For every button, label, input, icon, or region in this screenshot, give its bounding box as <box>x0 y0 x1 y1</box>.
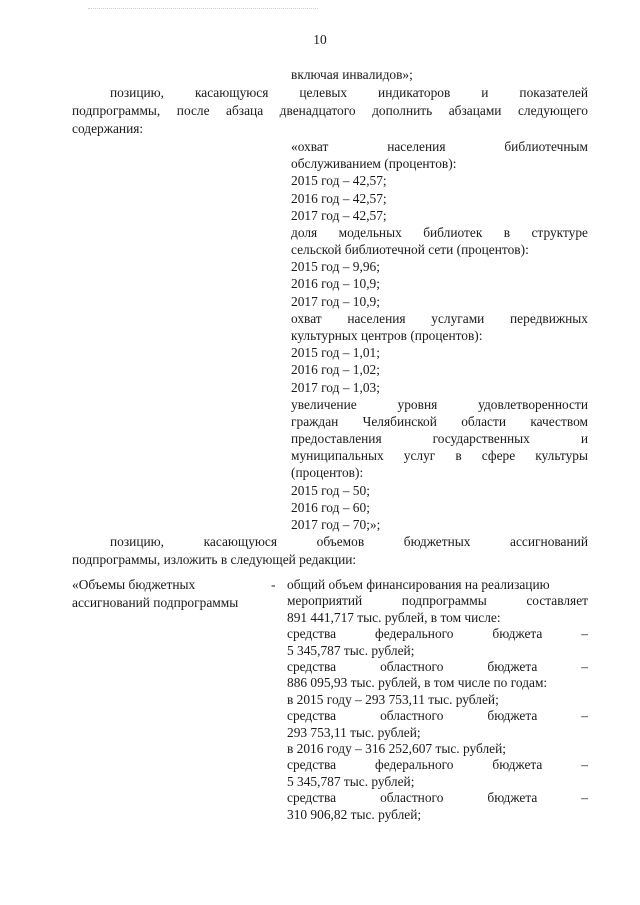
table-right-line-14: 310 906,82 тыс. рублей; <box>287 806 422 822</box>
indicator-line-11: культурных центров (процентов): <box>291 327 483 343</box>
table-left-line-2: ассигнований подпрограммы <box>72 595 239 610</box>
indicator-line-9: 2017 год – 10,9; <box>291 293 380 309</box>
table-right-line-8: средства областного бюджета – <box>287 708 588 724</box>
table-right-line-4: 5 345,787 тыс. рублей; <box>287 642 415 658</box>
indicator-line-16: граждан Челябинской области качеством <box>291 413 588 429</box>
table-right-line-10: в 2016 году – 316 252,607 тыс. рублей; <box>287 741 506 756</box>
indicator-line-18: муниципальных услуг в сфере культуры <box>291 448 588 464</box>
table-right-line-3: средства федерального бюджета – <box>287 626 588 642</box>
table-right-line-1: мероприятий подпрограммы составляет <box>287 593 588 609</box>
indicator-line-3: 2016 год – 42,57; <box>291 190 387 206</box>
indicator-line-1: обслуживанием (процентов): <box>291 156 457 172</box>
page-number: 10 <box>313 32 327 47</box>
intro-line-0: включая инвалидов»; <box>291 67 413 82</box>
table-left-line-1: «Объемы бюджетных <box>72 577 196 592</box>
table-right-line-12: 5 345,787 тыс. рублей; <box>287 773 415 789</box>
table-right-line-0: общий объем финансирования на реализацию <box>287 577 550 592</box>
indicator-line-19: (процентов): <box>291 465 364 481</box>
indicator-line-4: 2017 год – 42,57; <box>291 207 387 223</box>
indicator-line-12: 2015 год – 1,01; <box>291 345 380 361</box>
table-dash: - <box>271 577 276 592</box>
indicator-line-14: 2017 год – 1,03; <box>291 379 380 395</box>
indicator-line-10: охват населения услугами передвижных <box>291 310 588 326</box>
table-right-line-11: средства федерального бюджета – <box>287 757 588 773</box>
indicator-line-13: 2016 год – 1,02; <box>291 362 380 378</box>
position2-line-1: позицию, касающуюся объемов бюджетных ассигнований <box>110 534 588 549</box>
intro-line-1: позицию, касающуюся целевых индикаторов и показателей <box>110 85 588 100</box>
table-right-line-2: 891 441,717 тыс. рублей, в том числе: <box>287 609 501 625</box>
indicator-line-20: 2015 год – 50; <box>291 482 370 498</box>
position2-line-2: подпрограммы, изложить в следующей редакции: <box>72 552 357 567</box>
indicator-line-2: 2015 год – 42,57; <box>291 173 387 189</box>
table-right-line-13: средства областного бюджета – <box>287 790 588 806</box>
indicator-line-5: доля модельных библиотек в структуре <box>291 224 588 240</box>
scan-artifact <box>88 8 318 10</box>
table-right-line-7: в 2015 году – 293 753,11 тыс. рублей; <box>287 691 499 707</box>
indicator-line-0: «охват населения библиотечным <box>291 139 588 154</box>
indicator-line-17: предоставления государственных и <box>291 431 588 447</box>
indicator-line-7: 2015 год – 9,96; <box>291 259 380 275</box>
indicator-line-21: 2016 год – 60; <box>291 499 370 515</box>
intro-line-3: содержания: <box>72 121 144 136</box>
indicator-line-8: 2016 год – 10,9; <box>291 276 380 292</box>
intro-line-2: подпрограммы, после абзаца двенадцатого дополнить абзацами следующего <box>72 103 588 118</box>
indicator-line-6: сельской библиотечной сети (процентов): <box>291 242 529 258</box>
indicator-line-15: увеличение уровня удовлетворенности <box>291 396 588 412</box>
indicator-line-22: 2017 год – 70;»; <box>291 516 381 532</box>
table-right-line-5: средства областного бюджета – <box>287 659 588 674</box>
table-right-line-6: 886 095,93 тыс. рублей, в том числе по годам: <box>287 675 548 691</box>
table-right-line-9: 293 753,11 тыс. рублей; <box>287 724 421 740</box>
